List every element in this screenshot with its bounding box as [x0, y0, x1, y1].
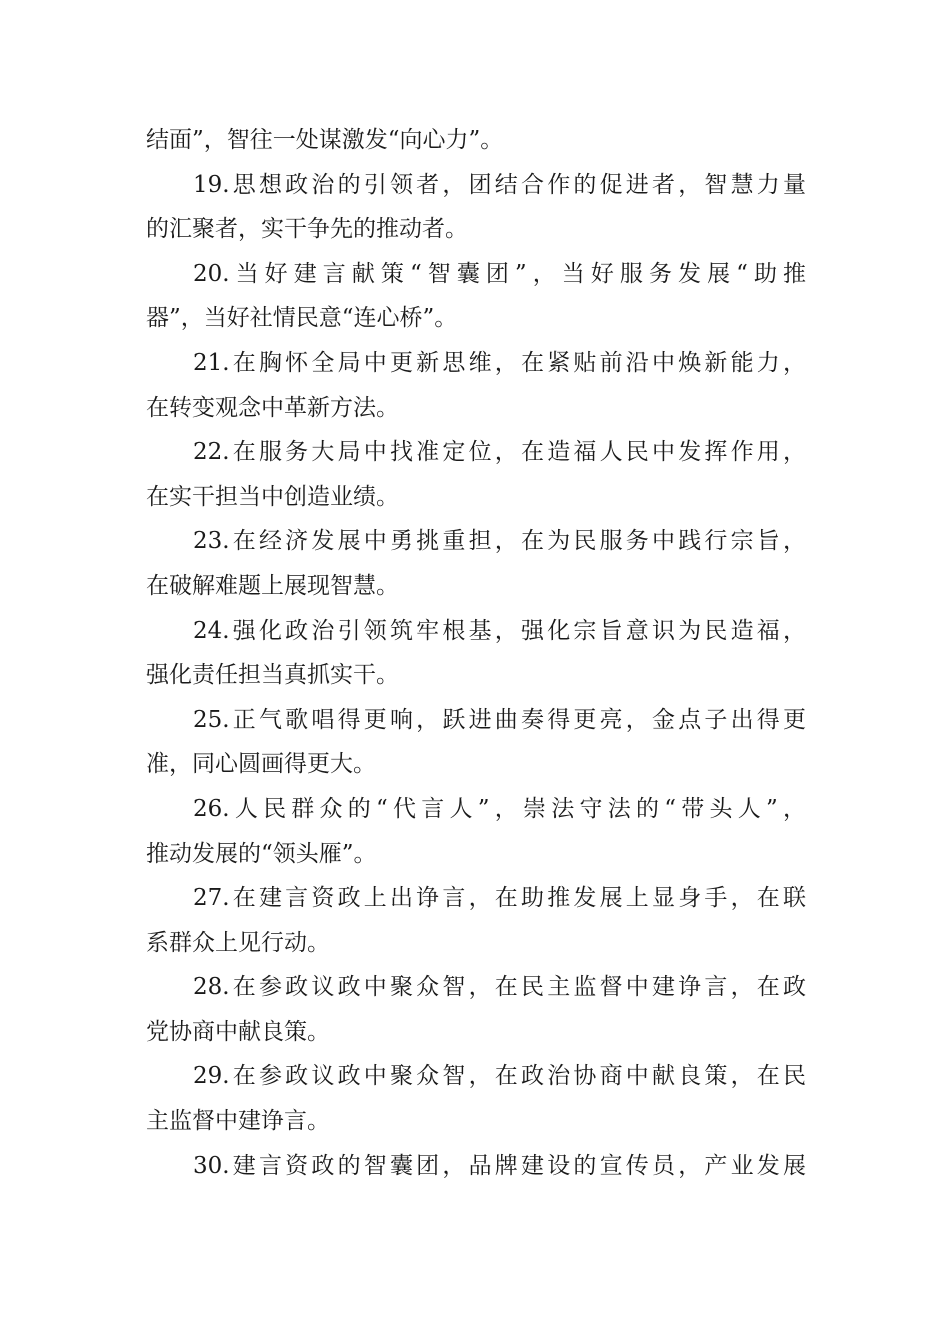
text-line: 20.当好建言献策“智囊团”，当好服务发展“助推 — [193, 260, 806, 287]
text-line: 准，同心圆画得更大。 — [146, 751, 376, 778]
text-line: 主监督中建诤言。 — [146, 1108, 330, 1135]
text-line: 的汇聚者，实干争先的推动者。 — [146, 216, 468, 243]
text-line: 强化责任担当真抓实干。 — [146, 662, 399, 689]
text-line: 在实干担当中创造业绩。 — [146, 483, 399, 510]
text-line: 27.在建言资政上出诤言，在助推发展上显身手，在联 — [193, 885, 806, 912]
text-line: 结面”，智往一处谋激发“向心力”。 — [146, 127, 504, 153]
text-line: 19.思想政治的引领者，团结合作的促进者，智慧力量 — [193, 171, 806, 198]
text-line: 29.在参政议政中聚众智，在政治协商中献良策，在民 — [193, 1063, 806, 1090]
text-line: 在转变观念中革新方法。 — [146, 394, 399, 421]
text-line: 30.建言资政的智囊团，品牌建设的宣传员，产业发展 — [193, 1152, 806, 1179]
text-line: 系群众上见行动。 — [146, 929, 330, 956]
text-line: 推动发展的“领头雁”。 — [146, 840, 377, 867]
text-line: 23.在经济发展中勇挑重担，在为民服务中践行宗旨， — [193, 528, 806, 555]
text-line: 22.在服务大局中找准定位，在造福人民中发挥作用， — [193, 439, 806, 466]
text-line: 25.正气歌唱得更响，跃进曲奏得更亮，金点子出得更 — [193, 706, 806, 733]
text-line: 24.强化政治引领筑牢根基，强化宗旨意识为民造福， — [193, 617, 806, 644]
text-line: 器”，当好社情民意“连心桥”。 — [146, 305, 458, 332]
text-line: 在破解难题上展现智慧。 — [146, 572, 399, 599]
text-line: 28.在参政议政中聚众智，在民主监督中建诤言，在政 — [193, 974, 806, 1001]
document-body — [146, 118, 806, 1188]
text-line: 21.在胸怀全局中更新思维，在紧贴前沿中焕新能力， — [193, 349, 806, 376]
text-line: 党协商中献良策。 — [146, 1018, 330, 1045]
text-line: 26.人民群众的“代言人”，崇法守法的“带头人”， — [193, 795, 806, 822]
